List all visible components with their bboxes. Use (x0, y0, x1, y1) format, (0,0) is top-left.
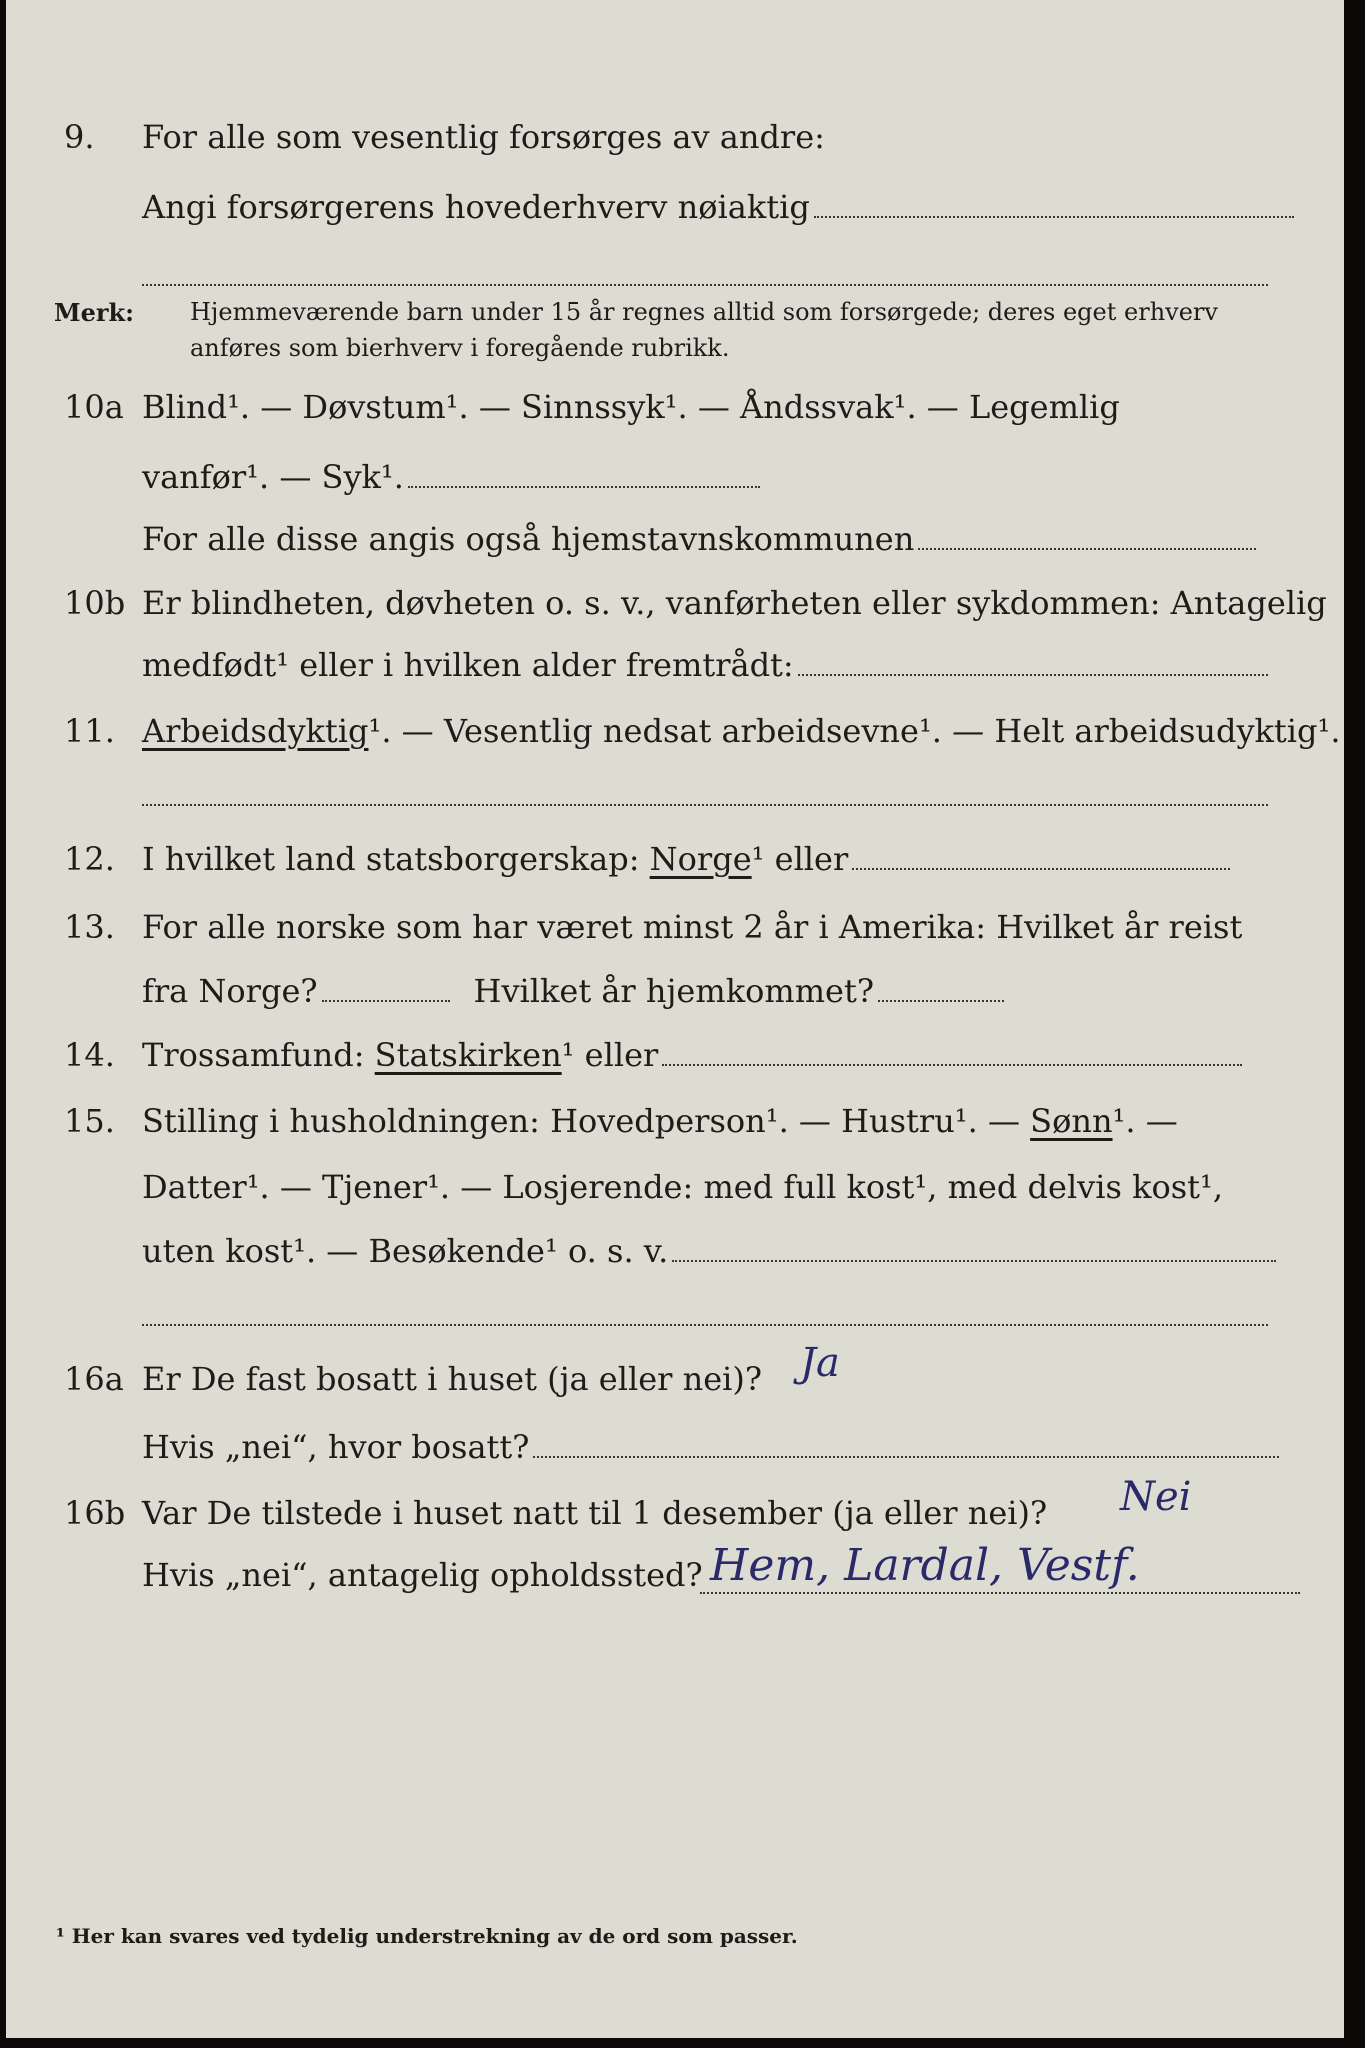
q10a-row-2-wrap (142, 458, 760, 496)
q13-left-label: fra Norge? (142, 972, 318, 1010)
q16a-row-2-wrap (142, 1428, 1279, 1466)
q10b-row-2 (6, 646, 1344, 696)
q15-options-1a[interactable]: Stilling i husholdningen: Hovedperson¹. — Hustru¹. — (142, 1102, 1020, 1140)
q13-row-1 (6, 908, 1344, 958)
merk-row-2 (6, 334, 1344, 384)
q12-label: I hvilket land statsborgerskap: (142, 840, 640, 878)
q16a-answer-field[interactable] (533, 1456, 1279, 1458)
q9-row-2-wrap (142, 188, 1294, 226)
q11-options (142, 712, 1341, 750)
q9-question: For alle som vesentlig forsørges av andre: (142, 118, 825, 156)
q13-row-2 (6, 972, 1344, 1022)
q10b-row-2-wrap (142, 646, 1268, 684)
q12-answer-field[interactable] (852, 868, 1230, 870)
q15-row-3-wrap (142, 1232, 1276, 1270)
q10b-row-1 (6, 584, 1344, 634)
q16a-row-1 (6, 1360, 1344, 1410)
q16b-answer-field[interactable] (700, 1592, 1300, 1594)
q15-answer-line[interactable] (142, 1324, 1268, 1326)
q9-row-1 (6, 118, 1344, 168)
q13-left-field[interactable] (322, 1000, 450, 1002)
q15-number: 15. (64, 1102, 115, 1140)
q11-options-rest[interactable]: ¹. — Vesentlig nedsat arbeidsevne¹. — Helt arbeidsudyktig¹. (368, 712, 1341, 750)
merk-note-2: anføres som bierhverv i foregående rubrikk. (190, 334, 730, 362)
q13-number: 13. (64, 908, 115, 946)
q9-answer-field[interactable] (814, 216, 1294, 218)
q10a-hometown-label: For alle disse angis også hjemstavnskommunen (142, 520, 915, 558)
q14-question (142, 1036, 1242, 1074)
q13-row-2-wrap (142, 972, 1004, 1010)
q14-answer-field[interactable] (662, 1064, 1242, 1066)
q13-right-label: Hvilket år hjemkommet? (473, 972, 874, 1010)
q12-option-selected[interactable]: Norge (649, 840, 752, 878)
q16a-row-2 (6, 1428, 1344, 1478)
q14-label: Trossamfund: (142, 1036, 365, 1074)
q15-row-3 (6, 1232, 1344, 1282)
q10a-options-1[interactable]: Blind¹. — Døvstum¹. — Sinnssyk¹. — Åndssvak¹. — Legemlig (142, 388, 1120, 426)
q10a-number: 10a (64, 388, 124, 426)
q14-row (6, 1036, 1344, 1086)
q14-option-selected[interactable]: Statskirken (374, 1036, 562, 1074)
merk-note-1: Hjemmeværende barn under 15 år regnes alltid som forsørgede; deres eget erhverv (190, 298, 1218, 326)
q11-number: 11. (64, 712, 115, 750)
q16b-number: 16b (64, 1494, 126, 1532)
q14-number: 14. (64, 1036, 115, 1074)
q14-post: ¹ eller (561, 1036, 659, 1074)
q10b-number: 10b (64, 584, 126, 622)
q12-post: ¹ eller (751, 840, 849, 878)
q16b-handwritten-location[interactable]: Hem, Lardal, Vestf. (710, 1540, 1140, 1591)
q15-option-selected[interactable]: Sønn (1030, 1102, 1113, 1140)
q16a-question: Er De fast bosatt i huset (ja eller nei)? (142, 1360, 763, 1398)
q13-question: For alle norske som har været minst 2 år i Amerika: Hvilket år reist (142, 908, 1243, 946)
q16b-row-2 (6, 1556, 1344, 1606)
q16a-number: 16a (64, 1360, 124, 1398)
q12-row (6, 840, 1344, 890)
q16a-subquestion: Hvis „nei“, hvor bosatt? (142, 1428, 530, 1466)
q9-answer-line[interactable] (142, 284, 1268, 286)
q15-row-1 (6, 1102, 1344, 1152)
q10b-subquestion: medfødt¹ eller i hvilken alder fremtrådt: (142, 646, 794, 684)
footnote: ¹ Her kan svares ved tydelig understrekning av de ord som passer. (56, 1924, 798, 1948)
q15-answer-field[interactable] (672, 1260, 1276, 1262)
q15-options-2[interactable]: Datter¹. — Tjener¹. — Losjerende: med full kost¹, med delvis kost¹, (142, 1168, 1224, 1206)
census-form-page (6, 0, 1344, 2038)
q11-option-selected[interactable]: Arbeidsdyktig (142, 712, 369, 750)
q15-row-2 (6, 1168, 1344, 1218)
q15-options-3[interactable]: uten kost¹. — Besøkende¹ o. s. v. (142, 1232, 669, 1270)
q10a-options-2[interactable]: vanfør¹. — Syk¹. (142, 458, 404, 496)
q10a-row-1 (6, 388, 1344, 438)
q15-options-1b[interactable]: ¹. — (1112, 1102, 1178, 1140)
q10b-question: Er blindheten, døvheten o. s. v., vanførheten eller sykdommen: Antagelig (142, 584, 1327, 622)
q9-row-2 (6, 188, 1344, 238)
q12-number: 12. (64, 840, 115, 878)
q12-question (142, 840, 1230, 878)
q10a-row-3-wrap (142, 520, 1256, 558)
q11-answer-line[interactable] (142, 804, 1268, 806)
q15-options-1 (142, 1102, 1178, 1140)
q10a-answer-field[interactable] (408, 486, 760, 488)
q13-right-field[interactable] (878, 1000, 1004, 1002)
q9-subquestion: Angi forsørgerens hovederhverv nøiaktig (142, 188, 810, 226)
q16a-handwritten-answer[interactable]: Ja (800, 1340, 840, 1386)
q10a-row-2 (6, 458, 1344, 508)
q16b-subquestion: Hvis „nei“, antagelig opholdssted? (142, 1556, 703, 1594)
merk-label: Merk: (54, 298, 134, 327)
q16b-handwritten-answer[interactable]: Nei (1120, 1474, 1192, 1520)
q10b-answer-field[interactable] (798, 674, 1268, 676)
q10a-row-3 (6, 520, 1344, 570)
q10a-hometown-field[interactable] (918, 548, 1256, 550)
q9-number: 9. (64, 118, 95, 156)
q11-row (6, 712, 1344, 762)
q16b-question: Var De tilstede i huset natt til 1 desember (ja eller nei)? (142, 1494, 1048, 1532)
